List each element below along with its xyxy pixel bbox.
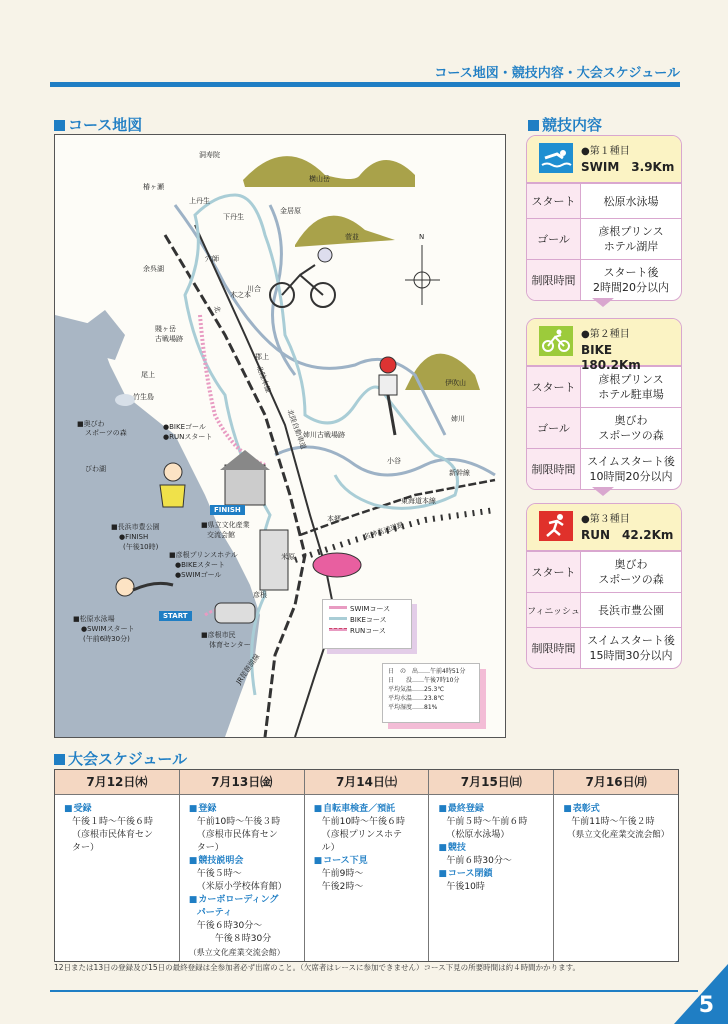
event-swim [526,135,682,301]
place-label: 新幹線 [449,469,470,477]
place-label: (午前6時30分) [83,635,130,643]
row-value: 奥びわ スポーツの森 [598,558,664,586]
place-label: 伊吹山 [445,379,466,387]
map-section-heading: コース地図 [54,114,142,135]
place-label: 彦根 [253,591,267,599]
schedule-item-title: ■ カーボローディング [189,894,298,907]
row-value: スイムスタート後 15時間30分以内 [587,634,675,662]
schedule-line: 午前６時30分〜 [446,856,512,866]
flow-arrow [592,298,614,307]
event-run [526,503,682,669]
schedule-section-heading: 大会スケジュール [54,748,187,769]
flow-arrow [592,487,614,496]
schedule-line: ター） [196,843,224,853]
place-label: 郡上 [255,353,269,361]
weather-humidity: 平均湿度……81% [388,704,438,711]
weather-sunset: 日 没……午後7時10分 [388,677,460,684]
place-label: ■県立文化産業 [201,521,250,529]
place-label: 上丹生 [189,197,210,205]
schedule-item-title: ■ コース下見 [314,855,423,868]
event-name: SWIM 3.9Km [581,160,675,174]
place-label: 北陸自動車道 [285,408,308,451]
header-rule [50,82,680,87]
finish-marker: FINISH [210,505,245,515]
row-key: ゴール [527,408,581,448]
schedule-item-title: ■ 登録 [189,803,298,816]
runner-icon [539,511,573,541]
row-key: スタート [527,552,581,592]
row-value: スイムスタート後 10時間20分以内 [587,455,675,483]
schedule-line: パーティ [196,908,233,918]
weather-box [382,663,480,723]
schedule-item-title: ■ 表彰式 [563,803,672,816]
weather-sunrise: 日 の 出……午前4時51分 [388,668,466,675]
legend-swim: SWIMコース [329,604,405,615]
schedule-line: ル） [321,843,340,853]
schedule-day [428,770,553,961]
event-number: ●第２種目 [581,329,630,340]
place-label: ●FINISH [119,533,149,541]
place-label: 木之本 [230,291,251,299]
course-map [54,134,506,738]
mountain-ibuki [405,354,480,390]
schedule-line: 午後８時30分 [196,934,272,944]
legend-bike: BIKEコース [329,615,405,626]
schedule-item-title: ■ 受録 [64,803,173,816]
row-value: スタート後 2時間20分以内 [593,266,669,294]
schedule-table [54,769,679,962]
place-label: (午後10時) [123,543,159,551]
place-label: ■彦根プリンスホテル [169,551,238,559]
row-value: 長浜市豊公園 [598,603,664,617]
row-key: 制限時間 [527,628,581,668]
legend-run: RUNコース [329,626,405,637]
schedule-item-title: ■ 最終登録 [438,803,547,816]
place-label: 本郷 [327,515,341,523]
row-value: 彦根プリンス ホテル湖岸 [598,225,664,253]
schedule-line: ター） [72,843,100,853]
place-label: 米原 [281,553,295,561]
place-label: 小谷 [387,457,401,465]
row-key: スタート [527,184,581,218]
place-label: ■彦根市民 [201,631,236,639]
day-header: 7月12日㈭ [55,770,179,795]
place-label: JR琵琶湖線 [234,652,262,686]
schedule-day [304,770,429,961]
place-label: 姉川 [451,415,465,423]
day-header: 7月14日㈯ [305,770,429,795]
place-label: 洞寿院 [199,151,220,159]
schedule-line: （米原小学校体育館） [196,882,287,892]
place-label: 金居原 [280,207,301,215]
place-label: ■長浜市豊公園 [111,523,160,531]
event-name: BIKE 180.2Km [581,343,641,372]
place-label: びわ湖 [85,465,106,473]
place-label: ●SWIMスタート [81,625,135,633]
event-number: ●第３種目 [581,514,630,525]
schedule-line: （県立文化産業交流会館） [188,948,285,957]
place-label: 名神高速道路 [362,520,406,542]
row-key: 制限時間 [527,260,581,300]
schedule-line: 午前9時〜 [321,869,364,879]
footnote: 12日または13日の登録及び15日の最終登録は全参加者必ず出席のこと。（欠席者はレースに参加できません）コース下見の所要時間は約４時間かかります。 [54,963,581,972]
schedule-item-title: ■ コース閉鎖 [438,868,547,881]
row-value: 奥びわ スポーツの森 [598,414,664,442]
day-header: 7月16日㈪ [554,770,678,795]
place-label: 下丹生 [223,213,244,221]
place-label: 余呉湖 [143,265,164,273]
schedule-line: 午後５時〜 [196,869,242,879]
row-value: 松原水泳場 [603,194,659,208]
place-label: 椿ヶ瀬 [143,183,164,191]
schedule-line: （県立文化産業交流会館） [567,830,670,840]
place-label: スポーツの森 [85,429,127,437]
weather-air-temp: 平均気温……25.3℃ [388,686,445,693]
schedule-day [55,770,179,961]
place-label: 横山岳 [309,175,330,183]
schedule-item-title: ■ 自転車検査／預託 [314,803,423,816]
place-label: ●RUNスタート [163,433,213,441]
page-number: 5 [698,993,714,1018]
place-label: 川合 [247,285,261,293]
row-value: 彦根プリンス ホテル駐車場 [598,373,664,401]
schedule-line: （彦根市民体育セン [72,830,154,840]
place-label: 古戦場跡 [155,335,183,343]
schedule-item-title: ■ 競技説明会 [189,855,298,868]
map-legend [322,599,412,649]
place-label: 菅並 [345,233,359,241]
schedule-line: 午前11時〜午後２時 [571,817,655,827]
place-label: 姉川古戦場跡 [303,431,345,439]
schedule-line: 午後10時 [446,882,485,892]
place-label: ●BIKEゴール [163,423,206,431]
weather-water-temp: 平均水温……23.8℃ [388,695,445,702]
place-label: ●SWIMゴール [175,571,222,579]
place-label: N [419,233,425,241]
row-key: 制限時間 [527,449,581,489]
place-label: 北 [212,304,222,314]
place-label: ●BIKEスタート [175,561,225,569]
mountain-kanagodake [295,216,395,247]
start-marker: START [159,611,192,621]
event-name: RUN 42.2Km [581,528,674,542]
row-key: スタート [527,367,581,407]
day-header: 7月15日㈰ [429,770,553,795]
footer-rule [50,990,698,992]
events-section-heading: 競技内容 [528,114,602,135]
schedule-line: 午前10時〜午後６時 [321,817,406,827]
place-label: 賤ヶ岳 [155,325,176,333]
event-number: ●第１種目 [581,146,630,157]
event-bike [526,318,682,490]
schedule-line: （松原水泳場） [446,830,510,840]
day-header: 7月13日㈮ [180,770,304,795]
schedule-day [179,770,304,961]
schedule-line: 午後６時30分〜 [196,921,263,931]
place-label: ■松原水泳場 [73,615,115,623]
schedule-line: （彦根市民体育セン [196,830,278,840]
schedule-line: （彦根プリンスホテ [321,830,402,840]
bicycle-icon [539,326,573,356]
place-label: ■奥びわ [77,420,105,428]
schedule-item-title: ■ 競技 [438,842,547,855]
header-title: コース地図・競技内容・大会スケジュール [434,66,680,81]
place-label: 竹生島 [133,393,154,401]
schedule-line: 午後１時〜午後６時 [72,817,154,827]
schedule-line: 午後2時〜 [321,882,364,892]
place-label: 穴師 [205,255,219,263]
schedule-day [553,770,678,961]
schedule-line: 午前10時〜午後３時 [196,817,281,827]
place-label: 尾上 [141,371,155,379]
row-key: フィニッシュ [527,593,581,627]
schedule-line: 午前５時〜午前６時 [446,817,528,827]
place-label: 北陸本線 [254,364,273,394]
place-label: 東海道本線 [401,497,436,505]
row-key: ゴール [527,219,581,259]
place-label: 体育センター [209,641,251,649]
place-label: 交流会館 [207,531,235,539]
swimmer-icon [539,143,573,173]
